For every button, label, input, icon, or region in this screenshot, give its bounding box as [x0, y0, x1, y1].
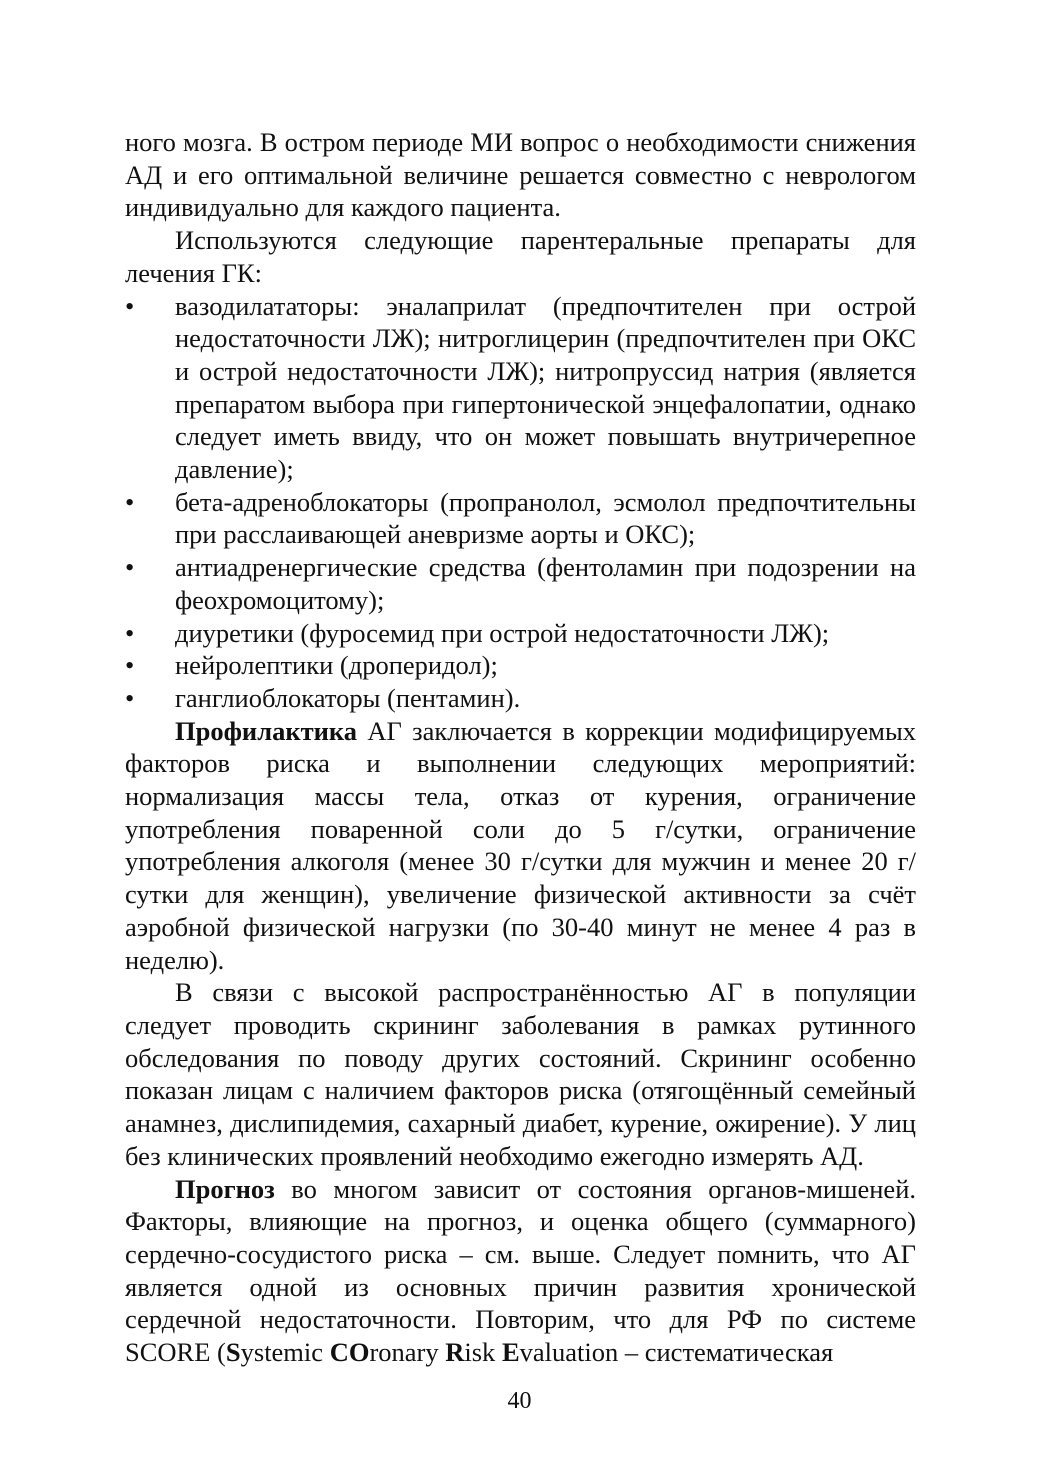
score-letters-co: CO: [329, 1337, 370, 1368]
prognosis-text: во многом зависит от состояния органов-мишеней. Факторы, влияющие на прогноз, и оценка общего (суммарного) сердечно-сосудистого риска – см. выше. Следует помнить, что АГ является одной из основных причин развития хронической сердечной недостаточности. Повторим, что для РФ по системе SCORE (: [125, 1173, 916, 1368]
list-item-text: ганглиоблокаторы (пентамин).: [175, 682, 521, 713]
paragraph-drugs-intro: Используются следующие парентеральные препараты для лечения ГК:: [125, 225, 916, 288]
score-word-coronary: ronary: [369, 1337, 446, 1368]
list-item-text: антиадренергические средства (фентоламин при подозрении на феохромоцитому);: [175, 552, 916, 615]
list-item: [125, 617, 916, 650]
score-letter-r: R: [445, 1337, 465, 1368]
prognosis-heading: Прогноз: [175, 1173, 275, 1204]
bullet-marker: •: [125, 650, 135, 681]
list-item: [125, 682, 916, 715]
bullet-marker: •: [125, 290, 135, 321]
paragraph-prognosis: [125, 1173, 916, 1369]
bullet-marker: •: [125, 617, 135, 648]
list-item: [125, 551, 916, 616]
prevention-text: АГ заключается в коррекции модифицируемых факторов риска и выполнении следующих мероприятий: нормализация массы тела, отказ от курения, ограничение употребления поваренной соли до 5 г/сутки, ограничение употребления алкоголя (менее 30 г/сутки для мужчин и менее 20 г/сутки для женщин), увеличение физической активности за счёт аэробной физической нагрузки (по 30-40 минут не менее 4 раз в неделю).: [125, 715, 916, 975]
score-letter-s: S: [225, 1337, 241, 1368]
drug-list: [125, 290, 916, 715]
bullet-marker: •: [125, 682, 135, 713]
list-item-text: диуретики (фуросемид при острой недостаточности ЛЖ);: [175, 617, 830, 648]
list-item-text: вазодилататоры: эналаприлат (предпочтителен при острой недостаточности ЛЖ); нитроглицерин (предпочтителен при ОКС и острой недостаточности ЛЖ); нитропруссид натрия (является препаратом выбора при гипертонической энцефалопатии, однако следует иметь ввиду, что он может повышать внутричерепное давление);: [175, 290, 916, 485]
paragraph-prevention: [125, 715, 916, 977]
list-item: [125, 486, 916, 551]
prevention-heading: Профилактика: [175, 715, 357, 746]
list-item-text: бета-адреноблокаторы (пропранолол, эсмолол предпочтительны при расслаивающей аневризме аорты и ОКС);: [175, 486, 916, 550]
score-letter-e: E: [501, 1337, 520, 1368]
page-body: [125, 126, 916, 1369]
list-item-text: нейролептики (дроперидол);: [175, 650, 498, 681]
list-item: [125, 649, 916, 682]
paragraph-screening: В связи с высокой распространённостью АГ в популяции следует проводить скрининг заболевания в рамках рутинного обследования по поводу других состояний. Скрининг особенно показан лицам с наличием факторов риска (отягощённый семейный анамнез, дислипидемия, сахарный диабет, курение, ожирение). У лиц без клинических проявлений необходимо ежегодно измерять АД.: [125, 977, 916, 1171]
bullet-marker: •: [125, 486, 135, 517]
bullet-marker: •: [125, 552, 135, 583]
paragraph-continuation: ного мозга. В остром периоде МИ вопрос о необходимости снижения АД и его оптимальной величине решается совместно с неврологом индивидуально для каждого пациента.: [125, 127, 916, 223]
list-item: [125, 290, 916, 486]
score-word-systemic: ystemic: [240, 1337, 330, 1368]
score-word-risk: isk: [464, 1337, 502, 1368]
score-word-evaluation: valuation – систематическая: [519, 1337, 834, 1368]
page-number: 40: [507, 1388, 532, 1414]
